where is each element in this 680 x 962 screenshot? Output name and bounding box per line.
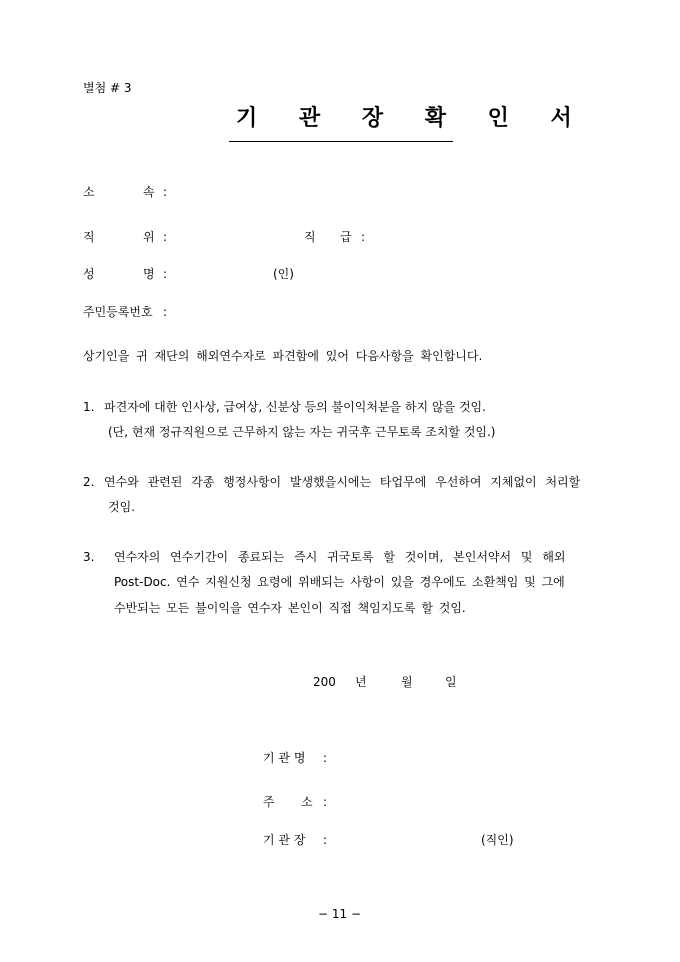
grade-colon: : xyxy=(361,230,366,244)
name-label-2: 명 xyxy=(143,267,155,281)
position-label-2: 위 xyxy=(143,230,155,244)
intro-statement: 상기인을 귀 재단의 해외연수자로 파견함에 있어 다음사항을 확인합니다. xyxy=(83,349,483,363)
date-month-unit: 월 xyxy=(401,675,413,689)
affiliation-label-2: 속 xyxy=(143,185,155,199)
date-day-unit: 일 xyxy=(445,675,457,689)
item-number: 2. xyxy=(83,475,95,489)
org-name-colon: : xyxy=(323,751,328,765)
address-colon: : xyxy=(323,795,328,809)
page-number: − 11 − xyxy=(318,907,362,921)
item-line: (단, 현재 정규직원으로 근무하지 않는 자는 귀국후 근무토록 조치할 것임.) xyxy=(108,425,496,439)
item-line: 연수와 관련된 각종 행정사항이 발생했을시에는 타업무에 우선하여 지체없이 처리할 xyxy=(104,475,581,489)
affiliation-colon: : xyxy=(163,185,168,199)
position-colon: : xyxy=(163,230,168,244)
item-line: 수반되는 모든 불이익을 연수자 본인이 직접 책임지도록 할 것임. xyxy=(114,601,466,615)
position-label-1: 직 xyxy=(83,230,95,244)
resident-number-label: 주민등록번호 xyxy=(83,305,153,319)
name-label-1: 성 xyxy=(83,267,95,281)
title-underline xyxy=(229,141,453,142)
address-label-2: 소 xyxy=(301,795,313,809)
org-name-label: 기 관 명 xyxy=(263,751,306,765)
item-line: 연수자의 연수기간이 종료되는 즉시 귀국토록 할 것이며, 본인서약서 및 해외 xyxy=(114,550,566,564)
attachment-label: 별첨 # 3 xyxy=(83,81,132,95)
head-label: 기 관 장 xyxy=(263,833,306,847)
item-number: 3. xyxy=(83,550,95,564)
address-label-1: 주 xyxy=(263,795,275,809)
name-colon: : xyxy=(163,267,168,281)
item-line: Post-Doc. 연수 지원신청 요령에 위배되는 사항이 있을 경우에도 소환책임 및 그에 xyxy=(114,575,565,589)
head-colon: : xyxy=(323,833,328,847)
item-line: 것임. xyxy=(108,500,135,514)
item-line: 파견자에 대한 인사상, 급여상, 신분상 등의 불이익처분을 하지 않을 것임. xyxy=(104,400,486,414)
date-year-unit: 년 xyxy=(355,675,367,689)
item-number: 1. xyxy=(83,400,95,414)
document-title: 기 관 장 확 인 서 xyxy=(236,105,589,131)
date-year: 200 xyxy=(313,675,336,689)
grade-label-1: 직 xyxy=(304,230,316,244)
seal-mark: (인) xyxy=(273,267,294,281)
grade-label-2: 급 xyxy=(340,230,352,244)
official-seal-mark: (직인) xyxy=(481,833,514,847)
resident-number-colon: : xyxy=(163,305,168,319)
affiliation-label-1: 소 xyxy=(83,185,95,199)
